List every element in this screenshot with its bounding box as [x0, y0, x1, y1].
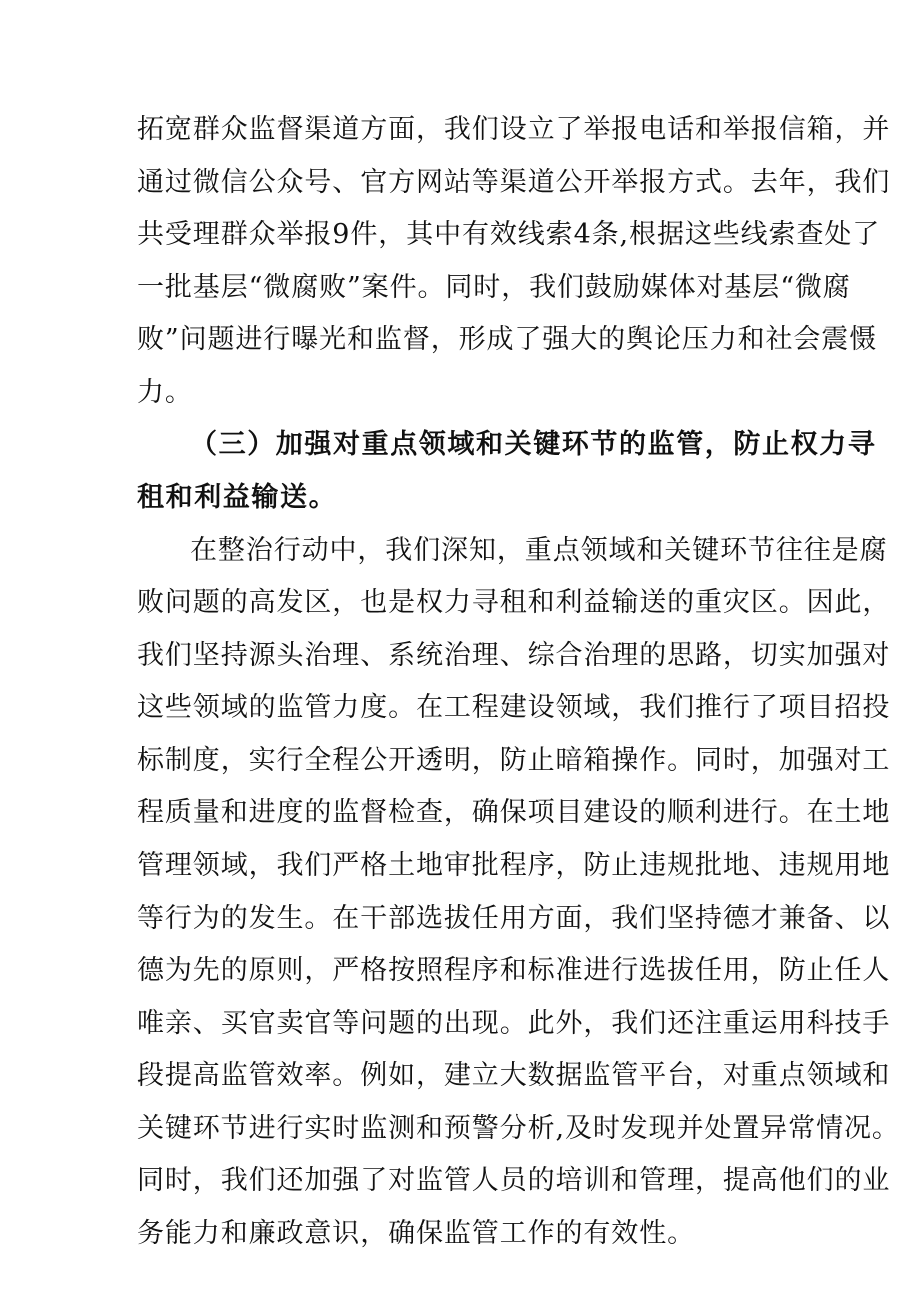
- paragraph-line: 同时，我们还加强了对监管人员的培训和管理，提高他们的业: [137, 1165, 891, 1196]
- paragraph-line: 关键环节进行实时监测和预警分析,及时发现并处置异常情况。: [137, 1113, 900, 1144]
- section-heading: （三）加强对重点领域和关键环节的监管，防止权力寻: [190, 429, 877, 460]
- paragraph-line: 我们坚持源头治理、系统治理、综合治理的思路，切实加强对: [137, 640, 891, 671]
- paragraph-line: 这些领域的监管力度。在工程建设领域，我们推行了项目招投: [137, 692, 891, 723]
- paragraph-line: 一批基层“微腐败”案件。同时，我们鼓励媒体对基层“微腐: [137, 272, 851, 303]
- paragraph-line: 通过微信公众号、官方网站等渠道公开举报方式。去年，我们: [137, 167, 891, 198]
- paragraph-line: 共受理群众举报9件，其中有效线索4条,根据这些线索查处了: [137, 219, 881, 250]
- paragraph-line: 败”问题进行曝光和监督，形成了强大的舆论压力和社会震慑: [137, 324, 878, 355]
- paragraph-line: 唯亲、买官卖官等问题的出现。此外，我们还注重运用科技手: [137, 1008, 891, 1039]
- paragraph-line: 等行为的发生。在干部选拔任用方面，我们坚持德才兼备、以: [137, 903, 891, 934]
- paragraph-line: 标制度，实行全程公开透明，防止暗箱操作。同时，加强对工: [137, 745, 891, 776]
- paragraph-line: 拓宽群众监督渠道方面，我们设立了举报电话和举报信箱，并: [137, 114, 891, 145]
- paragraph-line: 力。: [137, 377, 193, 408]
- paragraph-line: 管理领域，我们严格土地审批程序，防止违规批地、违规用地: [137, 850, 891, 881]
- section-heading-continued: 租和利益输送。: [137, 482, 338, 513]
- paragraph-line: 败问题的高发区，也是权力寻租和利益输送的重灾区。因此，: [137, 587, 891, 618]
- paragraph-line: 程质量和进度的监督检查，确保项目建设的顺利进行。在土地: [137, 797, 891, 828]
- paragraph-line: 德为先的原则，严格按照程序和标准进行选拔任用，防止任人: [137, 955, 891, 986]
- paragraph-line: 在整治行动中，我们深知，重点领域和关键环节往往是腐: [190, 535, 888, 566]
- paragraph-line: 段提高监管效率。例如，建立大数据监管平台，对重点领域和: [137, 1060, 891, 1091]
- paragraph-line: 务能力和廉政意识，确保监管工作的有效性。: [137, 1218, 695, 1249]
